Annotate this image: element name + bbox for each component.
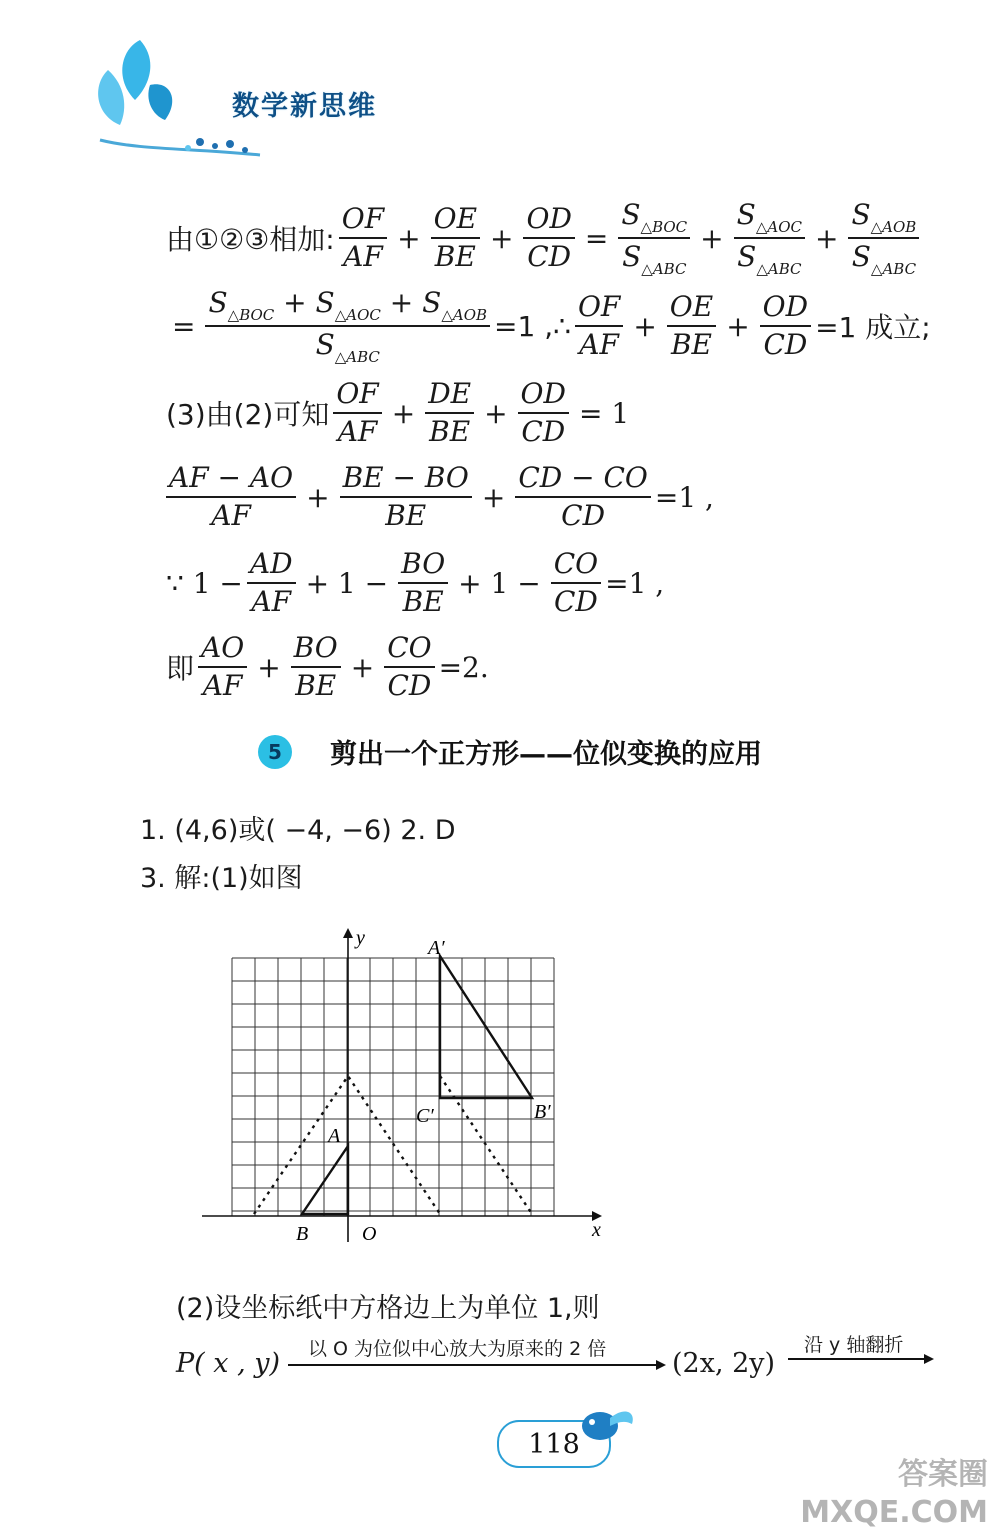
fraction-AO-AF: $\frac{AO}{AF}$ xyxy=(198,630,247,704)
line4-suffix: =1 , xyxy=(654,480,714,514)
header-title: 数学新思维 xyxy=(232,91,377,122)
answer-item-1: 1. (4,6)或( −4, −6) 2. D xyxy=(140,815,456,846)
triangle-ABO xyxy=(302,1146,348,1214)
equation-line-2: = $\frac{S_{\triangle BOC} + S_{\triangle AOC} + S_{\triangle AOB}}{S_{\triangle ABC}}$ =1 ,∴ $\frac{OF}{AF}$ + $\frac{OE}{BE}$ + $\frac{OD}{CD}$ =1 成立; xyxy=(172,286,931,366)
line3-prefix: (3)由(2)可知 xyxy=(166,398,330,431)
watermark-line1: 答案圈 xyxy=(898,1457,988,1492)
mapping-row xyxy=(176,1330,956,1390)
coordinate-grid-figure xyxy=(196,920,616,1250)
section-title: 剪出一个正方形——位似变换的应用 xyxy=(330,739,762,770)
equation-line-6: 即 $\frac{AO}{AF}$ + $\frac{BO}{BE}$ + $\frac{CO}{CD}$ =2. xyxy=(166,631,489,702)
y-axis-arrow-icon xyxy=(343,928,353,938)
equation-line-3: (3)由(2)可知 $\frac{OF}{AF}$ + $\frac{DE}{BE}$ + $\frac{OD}{CD}$ = 1 xyxy=(166,377,630,448)
line2-therefore: =1 ,∴ xyxy=(494,309,571,343)
label-origin: O xyxy=(362,1223,377,1245)
fraction-OD-CD-3: $\frac{OD}{CD}$ xyxy=(518,376,569,450)
line5-suffix: =1 , xyxy=(605,566,665,600)
fraction-sum-areas: $\frac{S_{\triangle BOC} + S_{\triangle AOC} + S_{\triangle AOB}}{S_{\triangle ABC}}$ xyxy=(205,285,490,367)
grid-lines xyxy=(232,958,554,1216)
label-B-prime: B′ xyxy=(534,1101,551,1123)
fraction-BO-BE: $\frac{BO}{BE}$ xyxy=(398,546,448,620)
fraction-SAOC-SABC: $\frac{S_{\triangle AOC}}{S_{\triangle ABC}}$ xyxy=(734,197,805,279)
mapping-arrow1-label: 以 O 为位似中心放大为原来的 2 倍 xyxy=(308,1338,607,1360)
mapping-arrow2-label: 沿 y 轴翻折 xyxy=(804,1334,904,1356)
bird-decoration-icon xyxy=(570,1398,640,1453)
fraction-BE-BO-BE: $\frac{BE - BO}{BE}$ xyxy=(340,460,472,534)
part2-intro: (2)设坐标纸中方格边上为单位 1,则 xyxy=(176,1293,600,1324)
fraction-BO-BE-2: $\frac{BO}{BE}$ xyxy=(291,630,341,704)
fraction-CD-CO-CD: $\frac{CD - CO}{CD}$ xyxy=(515,460,651,534)
fraction-OD-CD-2: $\frac{OD}{CD}$ xyxy=(760,289,811,363)
fraction-CO-CD-2: $\frac{CO}{CD}$ xyxy=(384,630,434,704)
section-header xyxy=(258,732,762,771)
dotted-triangle-right xyxy=(440,1076,532,1214)
equation-line-1: 由①②③相加: $\frac{OF}{AF}$ + $\frac{OE}{BE}$ + $\frac{OD}{CD}$ = $\frac{S_{\triangle BOC}}{S_{\triangle ABC}}$ + $\frac{S_{\triangle AOC}}{S_{\triangle ABC}}$ + $\frac{S_{\triangle AOB}}{S_{\triangle ABC}}$ xyxy=(166,198,923,278)
section-number-badge: 5 xyxy=(258,735,292,769)
line1-prefix: 由①②③相加: xyxy=(166,223,335,256)
fraction-DE-BE: $\frac{DE}{BE}$ xyxy=(425,376,474,450)
line6-result: =2. xyxy=(438,650,489,684)
watermark-line2: MXQE.COM xyxy=(800,1495,988,1530)
mapping-arrow2-icon xyxy=(788,1352,938,1366)
mapping-start: P( x , y) xyxy=(176,1348,281,1379)
fraction-OF-AF-2: $\frac{OF}{AF}$ xyxy=(575,289,623,363)
fraction-CO-CD: $\frac{CO}{CD}$ xyxy=(551,546,601,620)
equation-line-5: ∵ 1 − $\frac{AD}{AF}$ + 1 − $\frac{BO}{BE}$ + 1 − $\frac{CO}{CD}$ =1 , xyxy=(166,547,665,618)
label-B: B xyxy=(296,1223,309,1245)
fraction-AF-AO-AF: $\frac{AF - AO}{AF}$ xyxy=(166,460,296,534)
label-A-prime: A′ xyxy=(428,937,445,959)
fraction-AD-AF: $\frac{AD}{AF}$ xyxy=(247,546,296,620)
line5-prefix: ∵ 1 − xyxy=(166,566,243,600)
label-y-axis: y xyxy=(356,927,365,949)
fraction-OF-AF: $\frac{OF}{AF}$ xyxy=(339,201,387,275)
fraction-SBOC-SABC: $\frac{S_{\triangle BOC}}{S_{\triangle ABC}}$ xyxy=(618,197,690,279)
fraction-OE-BE-2: $\frac{OE}{BE}$ xyxy=(667,289,716,363)
label-A: A xyxy=(328,1125,341,1147)
mapping-middle: (2x, 2y) xyxy=(672,1348,776,1379)
page-number: 118 xyxy=(497,1420,611,1468)
fraction-OD-CD: $\frac{OD}{CD}$ xyxy=(523,201,574,275)
label-x-axis: x xyxy=(592,1219,601,1241)
equation-line-4: $\frac{AF - AO}{AF}$ + $\frac{BE - BO}{BE}$ + $\frac{CD - CO}{CD}$ =1 , xyxy=(162,458,714,536)
line6-prefix: 即 xyxy=(166,652,195,685)
fraction-SAOB-SABC: $\frac{S_{\triangle AOB}}{S_{\triangle ABC}}$ xyxy=(848,197,919,279)
label-C-prime: C′ xyxy=(416,1105,434,1127)
answer-item-3: 3. 解:(1)如图 xyxy=(140,863,303,894)
fraction-OF-AF-3: $\frac{OF}{AF}$ xyxy=(333,376,381,450)
mapping-arrow1-icon xyxy=(288,1358,668,1372)
watermark xyxy=(800,1456,988,1532)
fraction-OE-BE: $\frac{OE}{BE}$ xyxy=(431,201,480,275)
line2-conclusion: =1 成立; xyxy=(815,311,931,344)
